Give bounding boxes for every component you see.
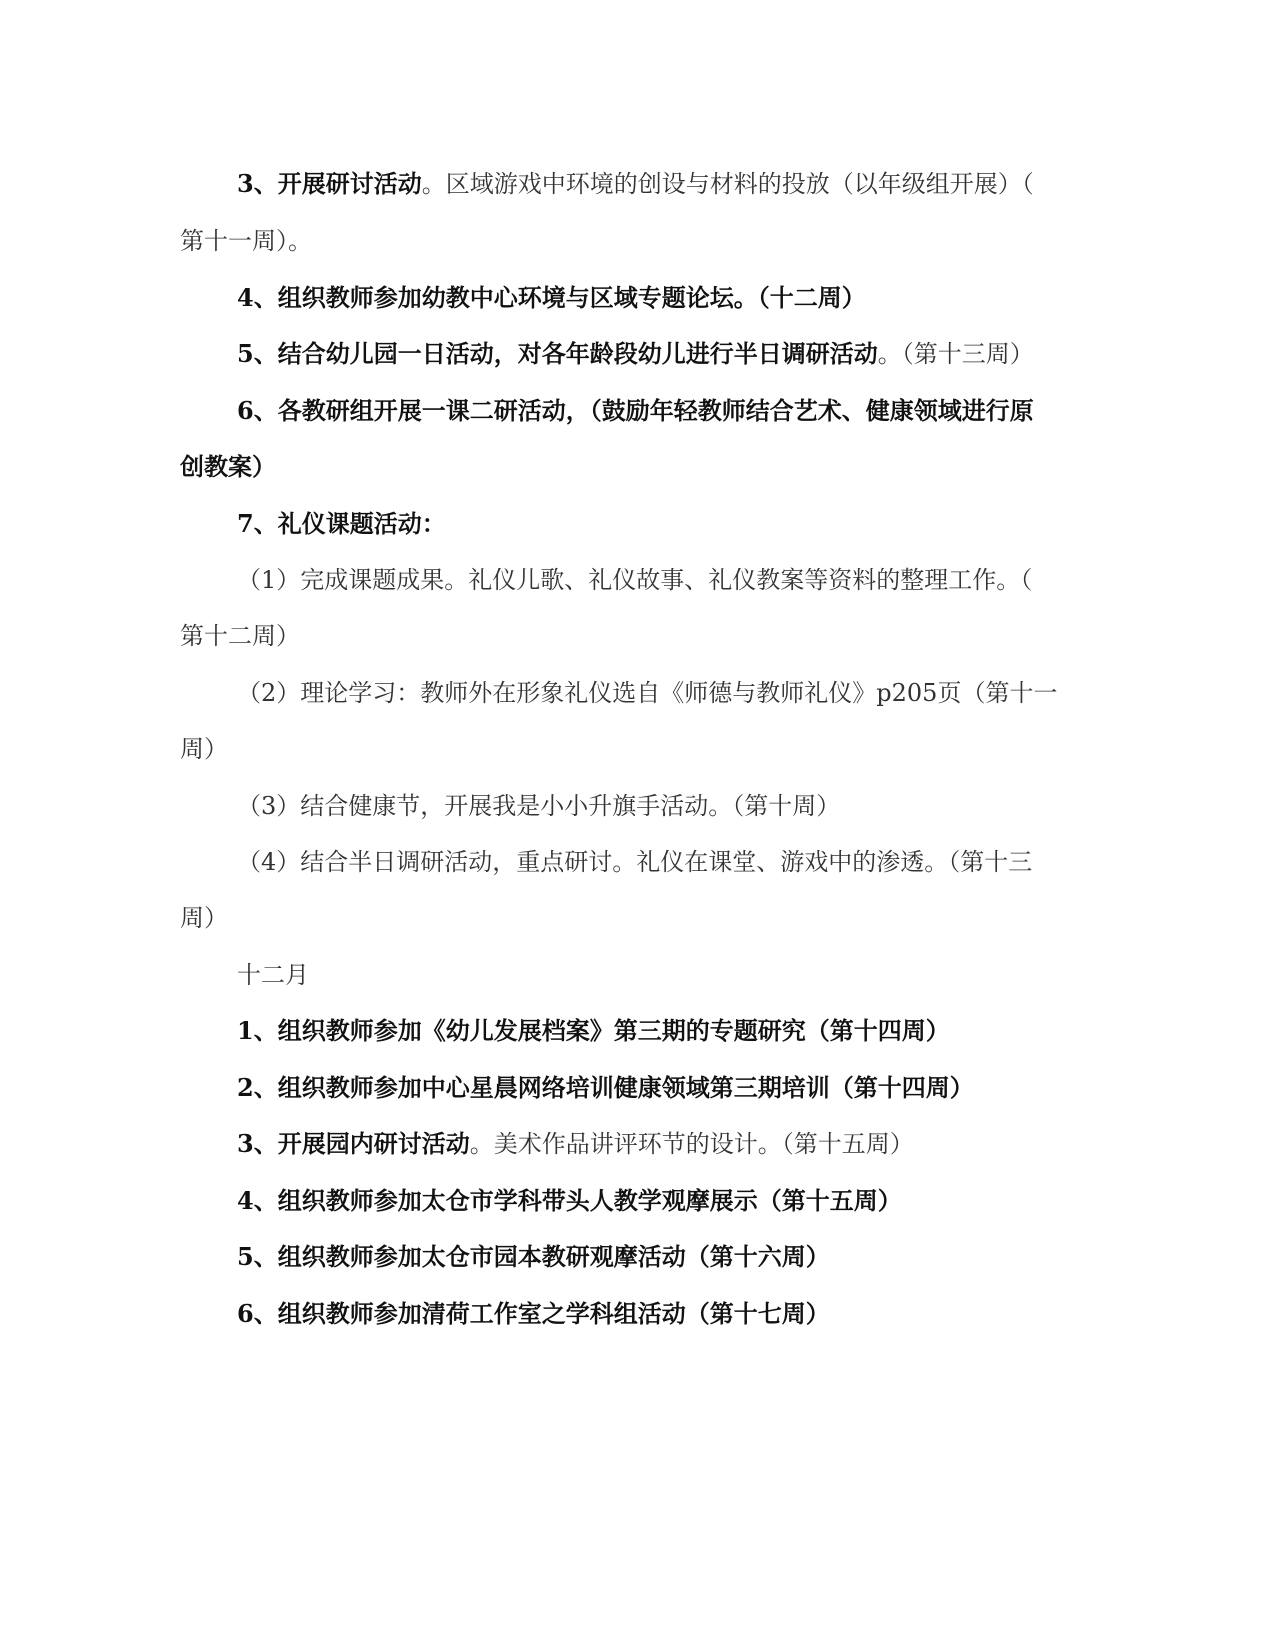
item-text: 。区域游戏中环境的创设与材料的投放（以年级组开展）（ bbox=[421, 170, 1034, 198]
paragraph-line: 周） bbox=[180, 735, 228, 763]
item-text: 。美术作品讲评环节的设计。（第十五周） bbox=[469, 1130, 914, 1158]
paragraph-line: 创教案） bbox=[180, 452, 276, 481]
paragraph-line: 2、组织教师参加中心星晨网络培训健康领域第三期培训（第十四周） bbox=[237, 1073, 974, 1102]
paragraph-line: （2）理论学习：教师外在形象礼仪选自《师德与教师礼仪》p205页（第十一 bbox=[237, 679, 1058, 707]
paragraph-line bbox=[237, 1128, 1137, 1160]
paragraph-line: （3）结合健康节，开展我是小小升旗手活动。（第十周） bbox=[237, 792, 841, 820]
item-heading: 3、开展园内研讨活动 bbox=[237, 1129, 470, 1158]
paragraph-line: 1、组织教师参加《幼儿发展档案》第三期的专题研究（第十四周） bbox=[237, 1016, 950, 1045]
item-heading: 5、结合幼儿园一日活动，对各年龄段幼儿进行半日调研活动 bbox=[237, 339, 878, 368]
paragraph-line: 4、组织教师参加幼教中心环境与区域专题论坛。（十二周） bbox=[237, 283, 866, 312]
paragraph-line: 6、各教研组开展一课二研活动，（鼓励年轻教师结合艺术、健康领域进行原 bbox=[237, 396, 1034, 425]
paragraph-line bbox=[237, 338, 1137, 370]
paragraph-line: 4、组织教师参加太仓市学科带头人教学观摩展示（第十五周） bbox=[237, 1186, 902, 1215]
item-text: 。（第十三周） bbox=[877, 340, 1034, 368]
paragraph-line: 第十一周）。 bbox=[180, 227, 312, 255]
paragraph-line: 第十二周） bbox=[180, 622, 300, 650]
paragraph-line: （1）完成课题成果。礼仪儿歌、礼仪故事、礼仪教案等资料的整理工作。（ bbox=[237, 566, 1033, 594]
paragraph-line: 5、组织教师参加太仓市园本教研观摩活动（第十六周） bbox=[237, 1242, 830, 1271]
paragraph-line: 周） bbox=[180, 904, 228, 932]
paragraph-line: 6、组织教师参加清荷工作室之学科组活动（第十七周） bbox=[237, 1299, 830, 1328]
paragraph-line: （4）结合半日调研活动，重点研讨。礼仪在课堂、游戏中的渗透。（第十三 bbox=[237, 848, 1033, 876]
item-heading: 3、开展研讨活动 bbox=[237, 169, 422, 198]
paragraph-line: 7、礼仪课题活动： bbox=[237, 509, 446, 538]
section-heading: 十二月 bbox=[237, 961, 309, 989]
paragraph-line bbox=[237, 168, 1137, 200]
